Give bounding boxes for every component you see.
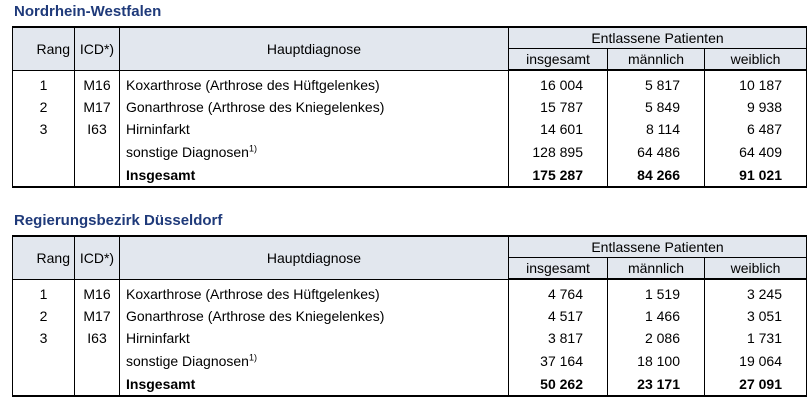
cell-icd: M16 <box>75 70 120 96</box>
cell-diagnose: Koxarthrose (Arthrose des Hüftgelenkes) <box>120 70 509 96</box>
header-weiblich: weiblich <box>705 258 807 280</box>
cell-weiblich: 10 187 <box>705 70 807 96</box>
cell-insgesamt: 175 287 <box>509 164 608 187</box>
cell-weiblich: 3 051 <box>705 305 807 327</box>
cell-icd: M17 <box>75 305 120 327</box>
cell-rang: 1 <box>13 70 75 96</box>
cell-rang: 2 <box>13 305 75 327</box>
cell-maennlich: 18 100 <box>608 349 705 373</box>
cell-maennlich: 5 849 <box>608 96 705 118</box>
header-insgesamt: insgesamt <box>509 258 608 280</box>
header-entlassene-patienten: Entlassene Patienten <box>509 27 807 49</box>
table-row <box>13 305 807 327</box>
table-row <box>13 70 807 96</box>
cell-total-label: Insgesamt <box>120 164 509 187</box>
cell-insgesamt: 14 601 <box>509 118 608 140</box>
header-rang: Rang <box>13 236 75 279</box>
cell-weiblich: 19 064 <box>705 349 807 373</box>
cell-rang: 1 <box>13 279 75 305</box>
cell-insgesamt: 16 004 <box>509 70 608 96</box>
table-row-total <box>13 164 807 187</box>
diagnosis-table <box>12 26 807 188</box>
header-maennlich: männlich <box>608 49 705 71</box>
cell-diagnose-other: sonstige Diagnosen$^{1)}$ <box>120 349 509 373</box>
cell-diagnose: Koxarthrose (Arthrose des Hüftgelenkes) <box>120 279 509 305</box>
cell-insgesamt: 15 787 <box>509 96 608 118</box>
cell-insgesamt: 3 817 <box>509 327 608 349</box>
cell-weiblich: 1 731 <box>705 327 807 349</box>
cell-insgesamt: 4 517 <box>509 305 608 327</box>
cell-diagnose: Hirninfarkt <box>120 118 509 140</box>
cell-maennlich: 1 466 <box>608 305 705 327</box>
table-row-other <box>13 349 807 373</box>
region-title: Nordrhein-Westfalen <box>14 3 162 20</box>
table-row <box>13 118 807 140</box>
table-row <box>13 327 807 349</box>
footnote-marker: 1) <box>248 352 257 363</box>
cell-diagnose: Gonarthrose (Arthrose des Kniegelenkes) <box>120 96 509 118</box>
cell-total-label: Insgesamt <box>120 373 509 396</box>
cell-icd: I63 <box>75 327 120 349</box>
cell-maennlich: 1 519 <box>608 279 705 305</box>
cell-weiblich: 6 487 <box>705 118 807 140</box>
footnote-marker: 1) <box>248 143 257 154</box>
table-row-other <box>13 140 807 164</box>
cell-icd: I63 <box>75 118 120 140</box>
cell-maennlich: 5 817 <box>608 70 705 96</box>
cell-rang: 3 <box>13 327 75 349</box>
cell-maennlich: 84 266 <box>608 164 705 187</box>
cell-rang: 3 <box>13 118 75 140</box>
header-maennlich: männlich <box>608 258 705 280</box>
section-nordrhein-westfalen <box>12 2 806 188</box>
cell-icd: M17 <box>75 96 120 118</box>
cell-diagnose: Hirninfarkt <box>120 327 509 349</box>
region-title: Regierungsbezirk Düsseldorf <box>14 212 223 229</box>
cell-weiblich: 64 409 <box>705 140 807 164</box>
cell-diagnose-other: sonstige Diagnosen$^{1)}$ <box>120 140 509 164</box>
header-weiblich: weiblich <box>705 49 807 71</box>
cell-maennlich: 2 086 <box>608 327 705 349</box>
cell-maennlich: 23 171 <box>608 373 705 396</box>
table-row-total <box>13 373 807 396</box>
cell-maennlich: 64 486 <box>608 140 705 164</box>
cell-rang: 2 <box>13 96 75 118</box>
cell-weiblich: 91 021 <box>705 164 807 187</box>
cell-weiblich: 3 245 <box>705 279 807 305</box>
header-icd: ICD*) <box>75 27 120 70</box>
section-regierungsbezirk-duesseldorf <box>12 211 806 397</box>
header-icd: ICD*) <box>75 236 120 279</box>
cell-insgesamt: 128 895 <box>509 140 608 164</box>
cell-insgesamt: 4 764 <box>509 279 608 305</box>
header-insgesamt: insgesamt <box>509 49 608 71</box>
cell-insgesamt: 50 262 <box>509 373 608 396</box>
cell-insgesamt: 37 164 <box>509 349 608 373</box>
header-hauptdiagnose: Hauptdiagnose <box>120 27 509 70</box>
header-hauptdiagnose: Hauptdiagnose <box>120 236 509 279</box>
cell-maennlich: 8 114 <box>608 118 705 140</box>
cell-diagnose: Gonarthrose (Arthrose des Kniegelenkes) <box>120 305 509 327</box>
diagnosis-table <box>12 235 807 397</box>
table-row <box>13 279 807 305</box>
table-row <box>13 96 807 118</box>
cell-weiblich: 9 938 <box>705 96 807 118</box>
cell-weiblich: 27 091 <box>705 373 807 396</box>
header-entlassene-patienten: Entlassene Patienten <box>509 236 807 258</box>
cell-icd: M16 <box>75 279 120 305</box>
header-rang: Rang <box>13 27 75 70</box>
